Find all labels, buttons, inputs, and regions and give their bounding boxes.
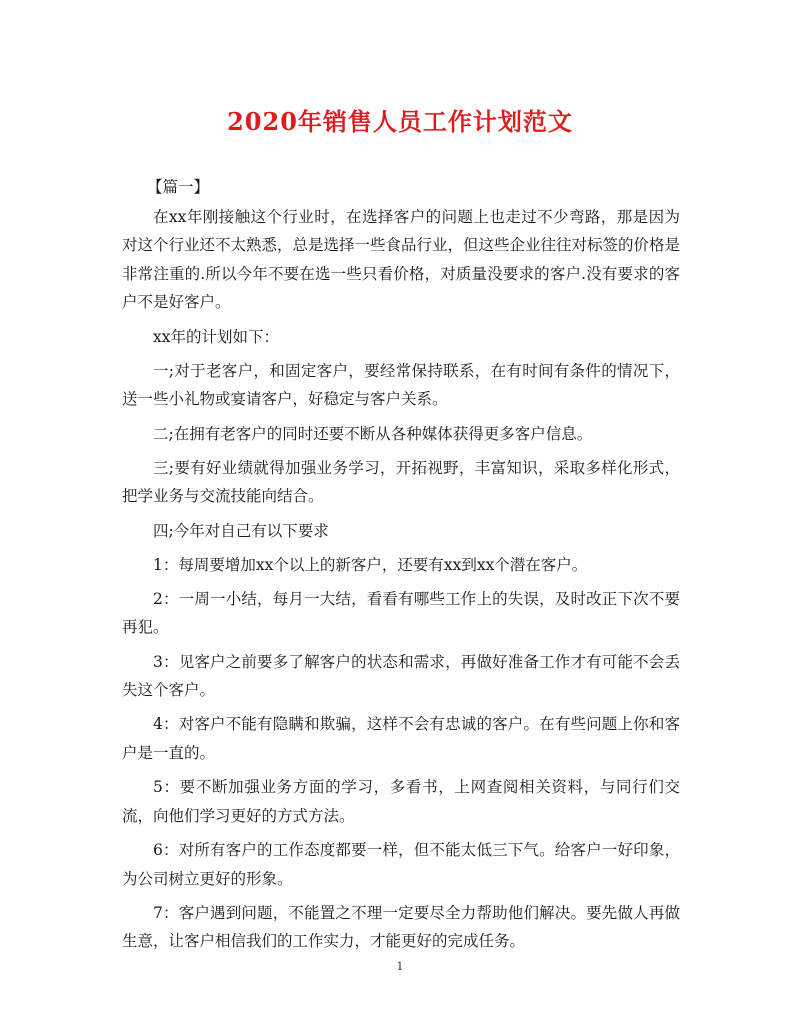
paragraph-intro: 在xx年刚接触这个行业时，在选择客户的问题上也走过不少弯路，那是因为对这个行业还不太熟悉，总是选择一些食品行业，但这些企业往往对标签的价格是非常注重的.所以今年不要在选一些只看价格，对质量没要求的客户.没有要求的客户不是好客户。 [122, 207, 681, 312]
paragraph-requirement-4: 4：对客户不能有隐瞒和欺骗，这样不会有忠诚的客户。在有些问题上你和客户是一直的。 [122, 715, 680, 763]
paragraph-requirement-6: 6：对所有客户的工作态度都要一样，但不能太低三下气。给客户一好印象，为公司树立更好的形象。 [122, 841, 680, 888]
paragraph-requirement-3: 3：见客户之前要多了解客户的状态和需求，再做好准备工作才有可能不会丢失这个客户。 [122, 652, 680, 700]
paragraph-point-2: 二;在拥有老客户的同时还要不断从各种媒体获得更多客户信息。 [153, 424, 593, 443]
page-number: 1 [396, 960, 404, 973]
paragraph-requirement-5: 5：要不断加强业务方面的学习，多看书，上网查阅相关资料，与同行们交流，向他们学习更好的方式方法。 [122, 778, 680, 825]
paragraph-requirement-2: 2：一周一小结，每月一大结，看看有哪些工作上的失误，及时改正下次不要再犯。 [122, 589, 680, 637]
paragraph-plan-heading: xx年的计划如下： [153, 327, 279, 346]
paragraph-point-1: 一;对于老客户，和固定客户，要经常保持联系，在有时间有条件的情况下，送一些小礼物或宴请客户，好稳定与客户关系。 [122, 361, 680, 409]
paragraph-requirement-1: 1：每周要增加xx个以上的新客户，还要有xx到xx个潜在客户。 [153, 555, 588, 574]
paragraph-requirement-7: 7：客户遇到问题，不能置之不理一定要尽全力帮助他们解决。要先做人再做生意，让客户相信我们的工作实力，才能更好的完成任务。 [122, 903, 680, 951]
document-title: 2020年销售人员工作计划范文 [227, 107, 573, 136]
section-heading: 【篇一】 [147, 178, 210, 196]
paragraph-point-3: 三;要有好业绩就得加强业务学习，开拓视野，丰富知识，采取多样化形式，把学业务与交流技能向结合。 [122, 458, 680, 506]
document-body [122, 173, 680, 962]
paragraph-point-4: 四;今年对自己有以下要求 [153, 521, 329, 540]
